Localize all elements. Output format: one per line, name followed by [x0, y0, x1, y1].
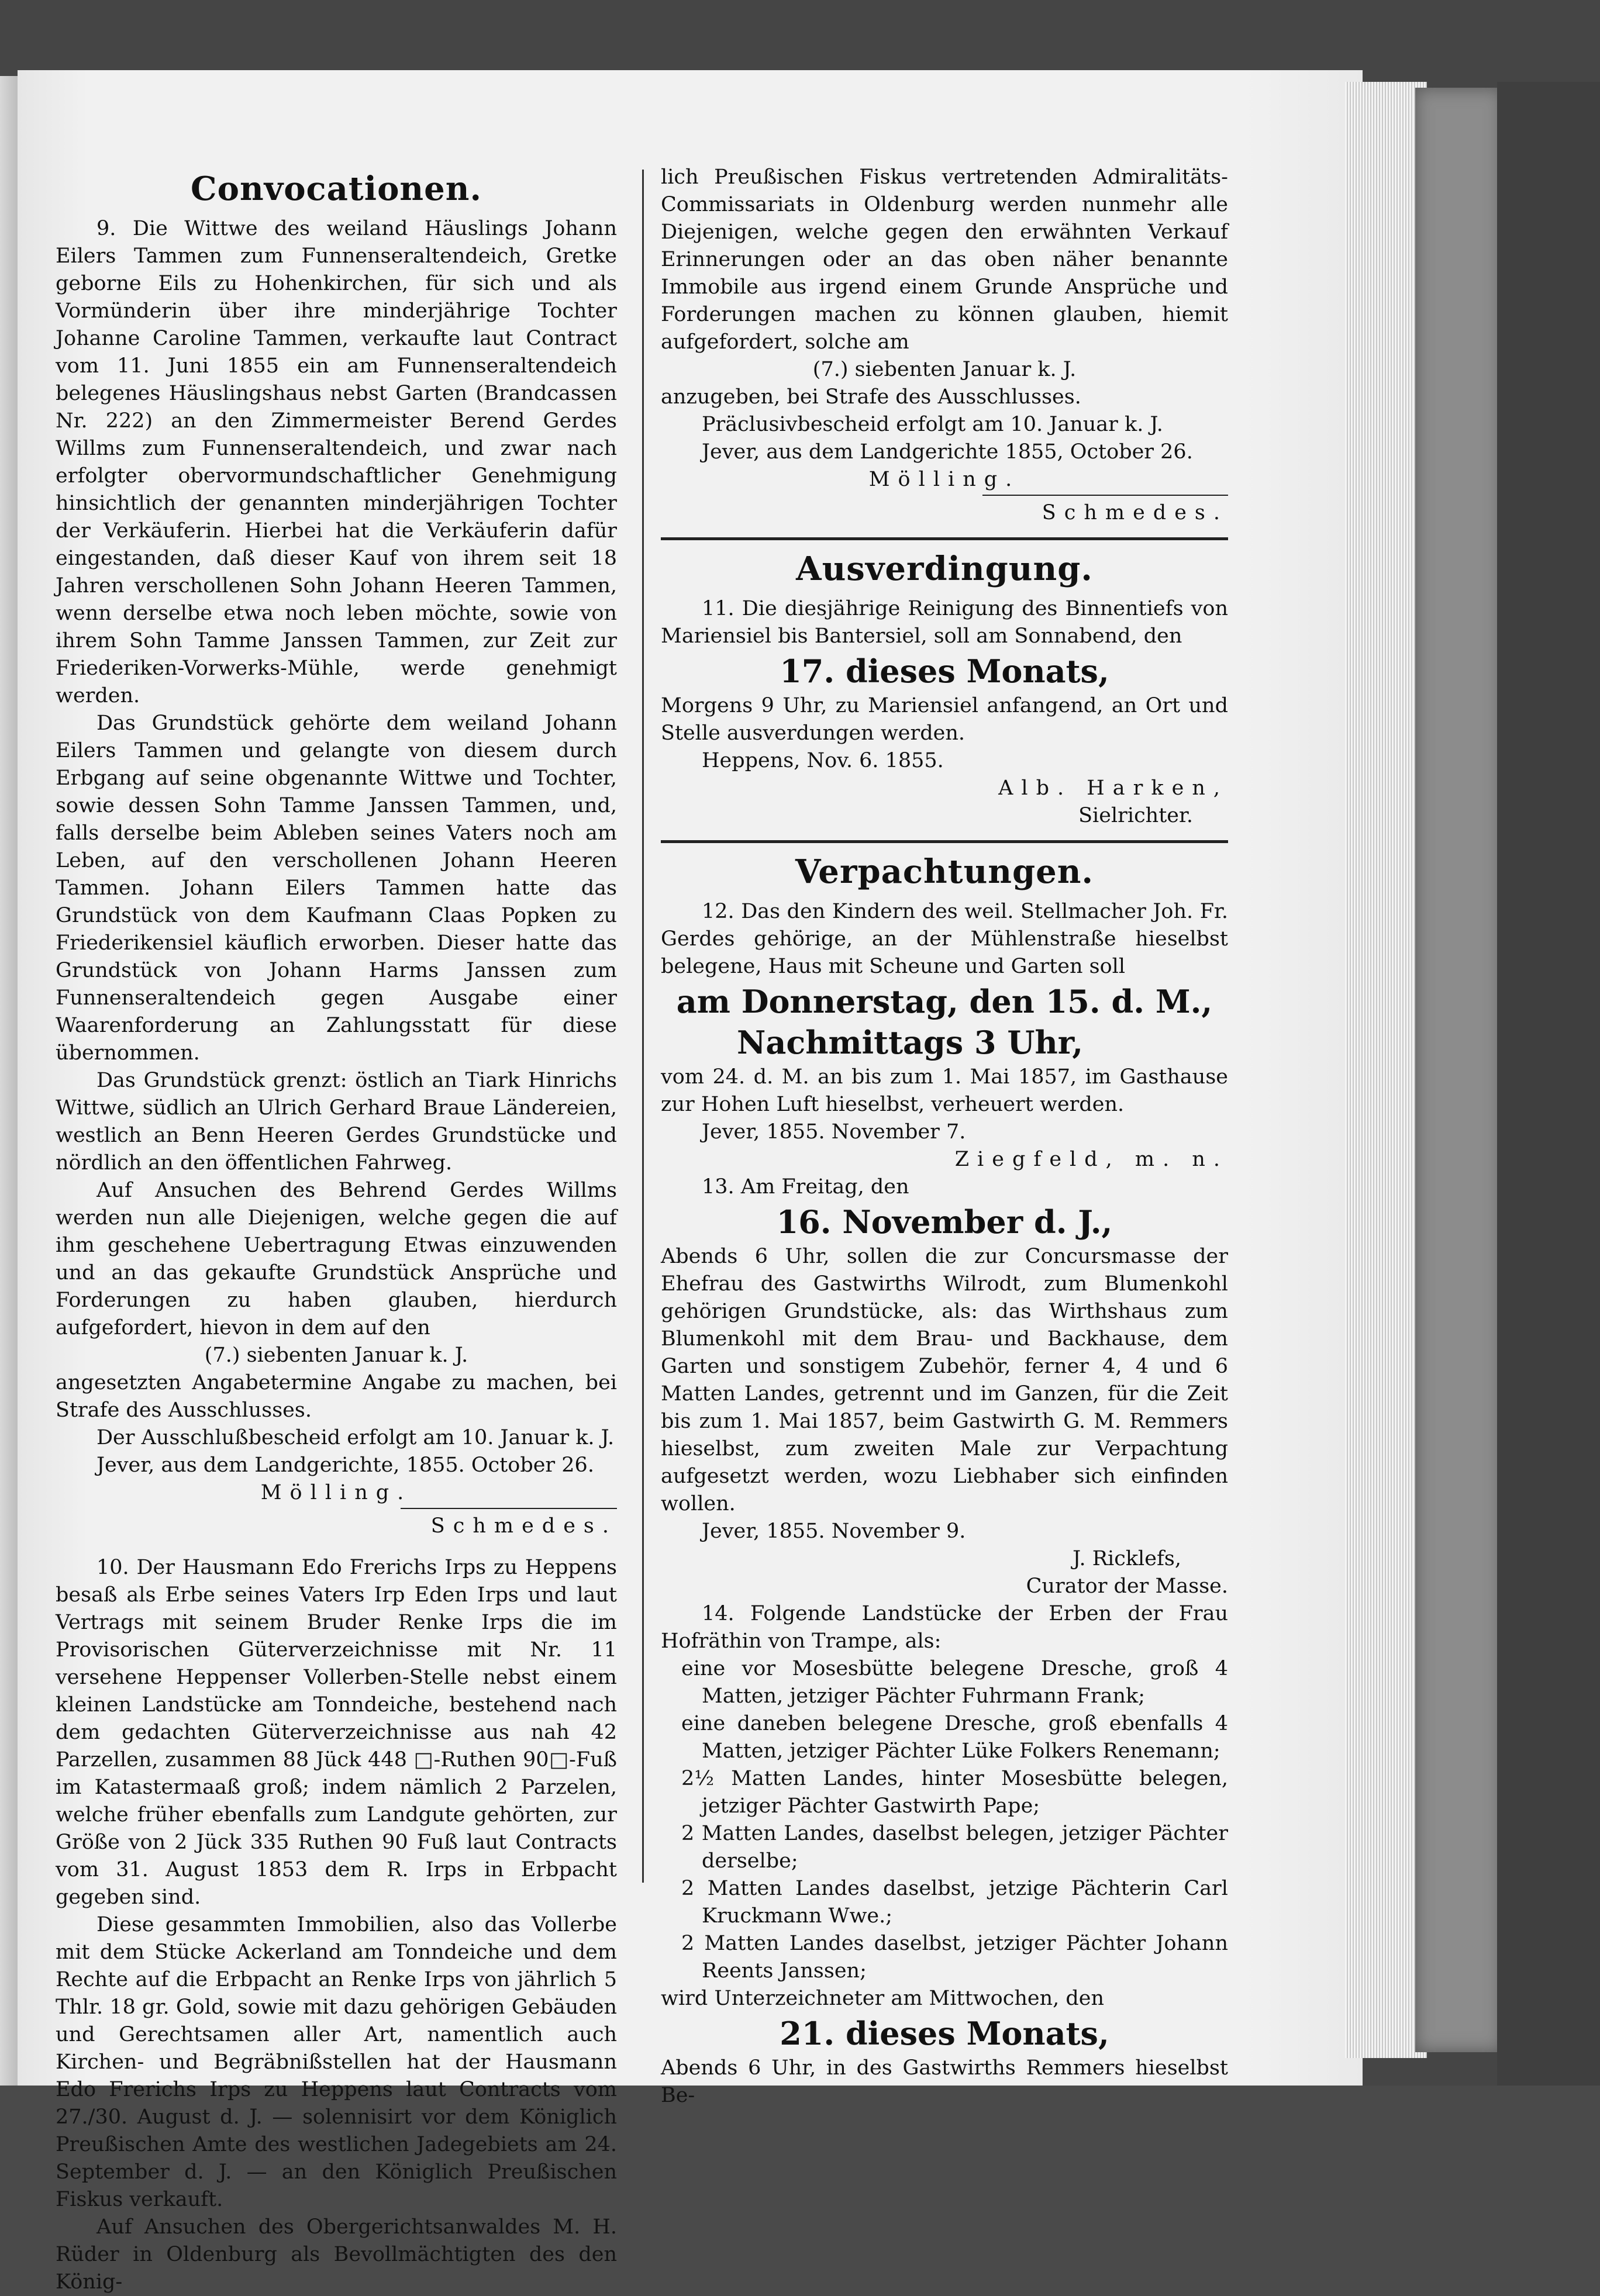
list-item: 2 Matten Landes, daselbst belegen, jetziger Pächter derselbe;: [681, 1822, 1228, 1873]
notice-10-para-1: 10. Der Hausmann Edo Frerichs Irps zu Heppens besaß als Erbe seines Vaters Irp Eden Irps und laut Vertrags mit seinem Bruder Renke Irps die im Provisorischen Güterverzeichnisse mit Nr. 11 versehene Heppenser Vollerben-Stelle nebst einem kleinen Landstücke am Tonndeiche, bestehend nach dem gedachten Güterverzeichnisse aus nah 42 Parzellen, zusammen 88 Jück 448 □-Ruthen 90□-Fuß im Katastermaaß groß; indem nämlich 2 Parzelen, welche früher ebenfalls zum Landgute gehörten, zur Größe von 2 Jück 335 Ruthen 90 Fuß laut Contracts vom 31. August 1853 dem R. Irps in Erbpacht gegeben sind.: [56, 1556, 617, 1909]
notice-12-para-2: vom 24. d. M. an bis zum 1. Mai 1857, im Gasthause zur Hohen Luft hieselbst, verheuert werden.: [661, 1065, 1228, 1116]
left-page-edge: [0, 76, 18, 2086]
list-item: eine vor Mosesbütte belegene Dresche, groß 4 Matten, jetziger Pächter Fuhrmann Frank;: [681, 1657, 1228, 1708]
notice-9-signature-1: Mölling.: [260, 1481, 412, 1504]
notice-13-signature: J. Ricklefs,: [1073, 1547, 1181, 1570]
notice-9-para-3: Das Grundstück grenzt: östlich an Tiark Hinrichs Wittwe, südlich an Ulrich Gerhard Braue Ländereien, westlich an Benn Heeren Gerdes Grundstücke und nördlich an den öffentlichen Fahrweg.: [56, 1069, 617, 1175]
notice-11-date-display: 17. dieses Monats,: [780, 652, 1109, 690]
list-item: 2 Matten Landes daselbst, jetzige Pächterin Carl Kruckmann Wwe.;: [681, 1877, 1228, 1928]
notice-9-para-1: 9. Die Wittwe des weiland Häuslings Johann Eilers Tammen zum Funnenseraltendeich, Gretke geborne Eils zu Hohenkirchen, für sich und als Vormünderin über ihre minderjährige Tochter Johanne Caroline Tammen, verkaufte laut Contract vom 11. Juni 1855 ein am Funnenseraltendeich belegenes Häuslingshaus nebst Garten (Brandcassen Nr. 222) an den Zimmermeister Berend Gerdes Willms zum Funnenseraltendeich, und zwar nach erfolgter obervormundschaftlicher Genehmigung hinsichtlich der genannten minderjährigen Tochter der Verkäuferin. Hierbei hat die Verkäuferin dafür eingestanden, daß dieser Kauf von ihrem seit 18 Jahren verschollenen Sohn Johann Heeren Tammen, wenn derselbe etwa noch leben möchte, sowie von ihrem Sohn Tamme Janssen Tammen, zur Zeit zur Friederiken-Vorwerks-Mühle, werde genehmigt werden.: [56, 217, 617, 707]
notice-11-para-2: Morgens 9 Uhr, zu Mariensiel anfangend, an Ort und Stelle ausverdungen werden.: [661, 694, 1228, 745]
notice-12-signature: Ziegfeld, m. n.: [954, 1148, 1228, 1171]
notice-9-bescheid: Der Ausschlußbescheid erfolgt am 10. Januar k. J.: [96, 1426, 615, 1449]
section-heading-convocationen: Convocationen.: [191, 170, 482, 208]
notice-14-para-2: wird Unterzeichneter am Mittwochen, den: [661, 1987, 1105, 2010]
notice-10-bescheid: Präclusivbescheid erfolgt am 10. Januar k. J.: [702, 413, 1163, 436]
notice-10-para-2: Diese gesammten Immobilien, also das Vollerbe mit dem Stücke Ackerland am Tonndeiche und dem Rechte auf die Erbpacht an Renke Irps von jährlich 5 Thlr. 18 gr. Gold, sowie mit dazu gehörigen Gebäuden und Gerechtsamen aller Art, namentlich auch Kirchen- und Begräbnißstellen hat der Hausmann Edo Frerichs Irps zu Heppens laut Contracts vom 27./30. August d. J. — solennisirt vor dem Königlich Preußischen Amte des westlichen Jadegebiets am 24. September d. J. — an den Königlich Preußischen Fiskus verkauft.: [56, 1913, 617, 2211]
page-stack-edges: [1345, 82, 1427, 2058]
notice-10-place: Jever, aus dem Landgerichte 1855, October 26.: [702, 440, 1193, 464]
book-spine-shadow: [1497, 82, 1600, 2086]
section-rule: [661, 840, 1228, 843]
list-item: 2 Matten Landes daselbst, jetziger Pächter Johann Reents Janssen;: [681, 1932, 1228, 1983]
notice-12-para: 12. Das den Kindern des weil. Stellmacher Joh. Fr. Gerdes gehörige, an der Mühlenstraße hieselbst belegene, Haus mit Scheune und Garten soll: [661, 900, 1228, 978]
notice-14-date-display: 21. dieses Monats,: [780, 2015, 1109, 2052]
column-divider: [642, 170, 644, 1883]
notice-14-para-3: Abends 6 Uhr, in des Gastwirths Remmers hieselbst Be-: [661, 2056, 1228, 2107]
left-column: [56, 164, 617, 2296]
notice-9-date: (7.) siebenten Januar k. J.: [204, 1344, 468, 1367]
notice-10-signature-2: Schmedes.: [1042, 501, 1228, 524]
notice-13-place: Jever, 1855. November 9.: [702, 1520, 966, 1543]
signature-rule: [982, 495, 1228, 496]
notice-12-time-display: Nachmittags 3 Uhr,: [737, 1024, 1084, 1061]
notice-13-date-display: 16. November d. J.,: [776, 1203, 1113, 1241]
notice-9-para-4: Auf Ansuchen des Behrend Gerdes Willms werden nun alle Diejenigen, welche gegen die auf ihm geschehene Uebertragung Etwas einzuwenden und an das gekaufte Grundstück Ansprüche und Forderungen zu haben glauben, hierdurch aufgefordert, hievon in dem auf den: [56, 1179, 617, 1339]
notice-11-signature: Alb. Harken,: [998, 776, 1228, 800]
notice-9-signature-2: Schmedes.: [430, 1514, 617, 1538]
notice-9-place: Jever, aus dem Landgerichte, 1855. October 26.: [96, 1453, 594, 1477]
notice-13-para-2: Abends 6 Uhr, sollen die zur Concursmasse der Ehefrau des Gastwirths Wilrodt, zum Blumenkohl gehörigen Grundstücke, als: das Wirthshaus zum Blumenkohl mit dem Brau- und Backhause, dem Garten und sonstigem Zubehör, ferner 4, 4 und 6 Matten Landes, getrennt und im Ganzen, für die Zeit bis zum 1. Mai 1857, beim Gastwirth G. M. Remmers hieselbst, zum zweiten Male zur Verpachtung aufgesetzt werden, wozu Liebhaber sich einfinden wollen.: [661, 1245, 1228, 1515]
notice-10-date: (7.) siebenten Januar k. J.: [812, 358, 1077, 381]
list-item: 2½ Matten Landes, hinter Mosesbütte belegen, jetziger Pächter Gastwirth Pape;: [681, 1767, 1228, 1818]
notice-13-title: Curator der Masse.: [1026, 1575, 1228, 1598]
notice-10-para-3: Auf Ansuchen des Obergerichtsanwaldes M. H. Rüder in Oldenburg als Bevollmächtigten des den König-: [56, 2215, 617, 2294]
notice-11-title: Sielrichter.: [1078, 804, 1193, 827]
notice-11-place: Heppens, Nov. 6. 1855.: [702, 749, 944, 772]
section-heading-verpachtungen: Verpachtungen.: [795, 852, 1094, 891]
notice-12-place: Jever, 1855. November 7.: [702, 1120, 966, 1144]
notice-11-para: 11. Die diesjährige Reinigung des Binnentiefs von Mariensiel bis Bantersiel, soll am Sonnabend, den: [661, 597, 1228, 648]
list-item: eine daneben belegene Dresche, groß ebenfalls 4 Matten, jetziger Pächter Lüke Folkers Renemann;: [681, 1712, 1228, 1763]
section-rule: [661, 537, 1228, 540]
right-column: [661, 164, 1228, 2109]
notice-9-para-2: Das Grundstück gehörte dem weiland Johann Eilers Tammen und gelangte von diesem durch Erbgang auf seine obgenannte Wittwe und Tochter, sowie dessen Sohn Tamme Janssen Tammen, und, falls derselbe beim Ableben seines Vaters noch am Leben, auf den verschollenen Johann Heeren Tammen. Johann Eilers Tammen hatte das Grundstück von dem Kaufmann Claas Popken zu Friederikensiel käuflich erworben. Dieser hatte das Grundstück von Johann Harms Janssen zum Funnenseraltendeich gegen Ausgabe einer Waarenforderung an Zahlungsstatt für diese übernommen.: [56, 712, 617, 1065]
notice-10-continuation: lich Preußischen Fiskus vertretenden Admiralitäts-Commissariats in Oldenburg werden nunmehr alle Diejenigen, welche gegen den erwähnten Verkauf Erinnerungen oder an das oben näher benannte Immobile aus irgend einem Grunde Ansprüche und Forderungen machen zu können glauben, hiemit aufgefordert, solche am: [661, 165, 1228, 354]
notice-10-signature-1: Mölling.: [868, 468, 1020, 491]
notice-12-date-display: am Donnerstag, den 15. d. M.,: [676, 983, 1213, 1020]
notice-14-para: 14. Folgende Landstücke der Erben der Frau Hofräthin von Trampe, als:: [661, 1602, 1228, 1653]
notice-10-after-date: anzugeben, bei Strafe des Ausschlusses.: [661, 385, 1081, 409]
notice-13-para: 13. Am Freitag, den: [702, 1175, 909, 1199]
section-heading-ausverdingung: Ausverdingung.: [796, 550, 1093, 588]
notice-9-after-date: angesetzten Angabetermine Angabe zu machen, bei Strafe des Ausschlusses.: [56, 1371, 617, 1422]
signature-rule: [401, 1508, 617, 1509]
book-cover-board: [1415, 88, 1503, 2052]
